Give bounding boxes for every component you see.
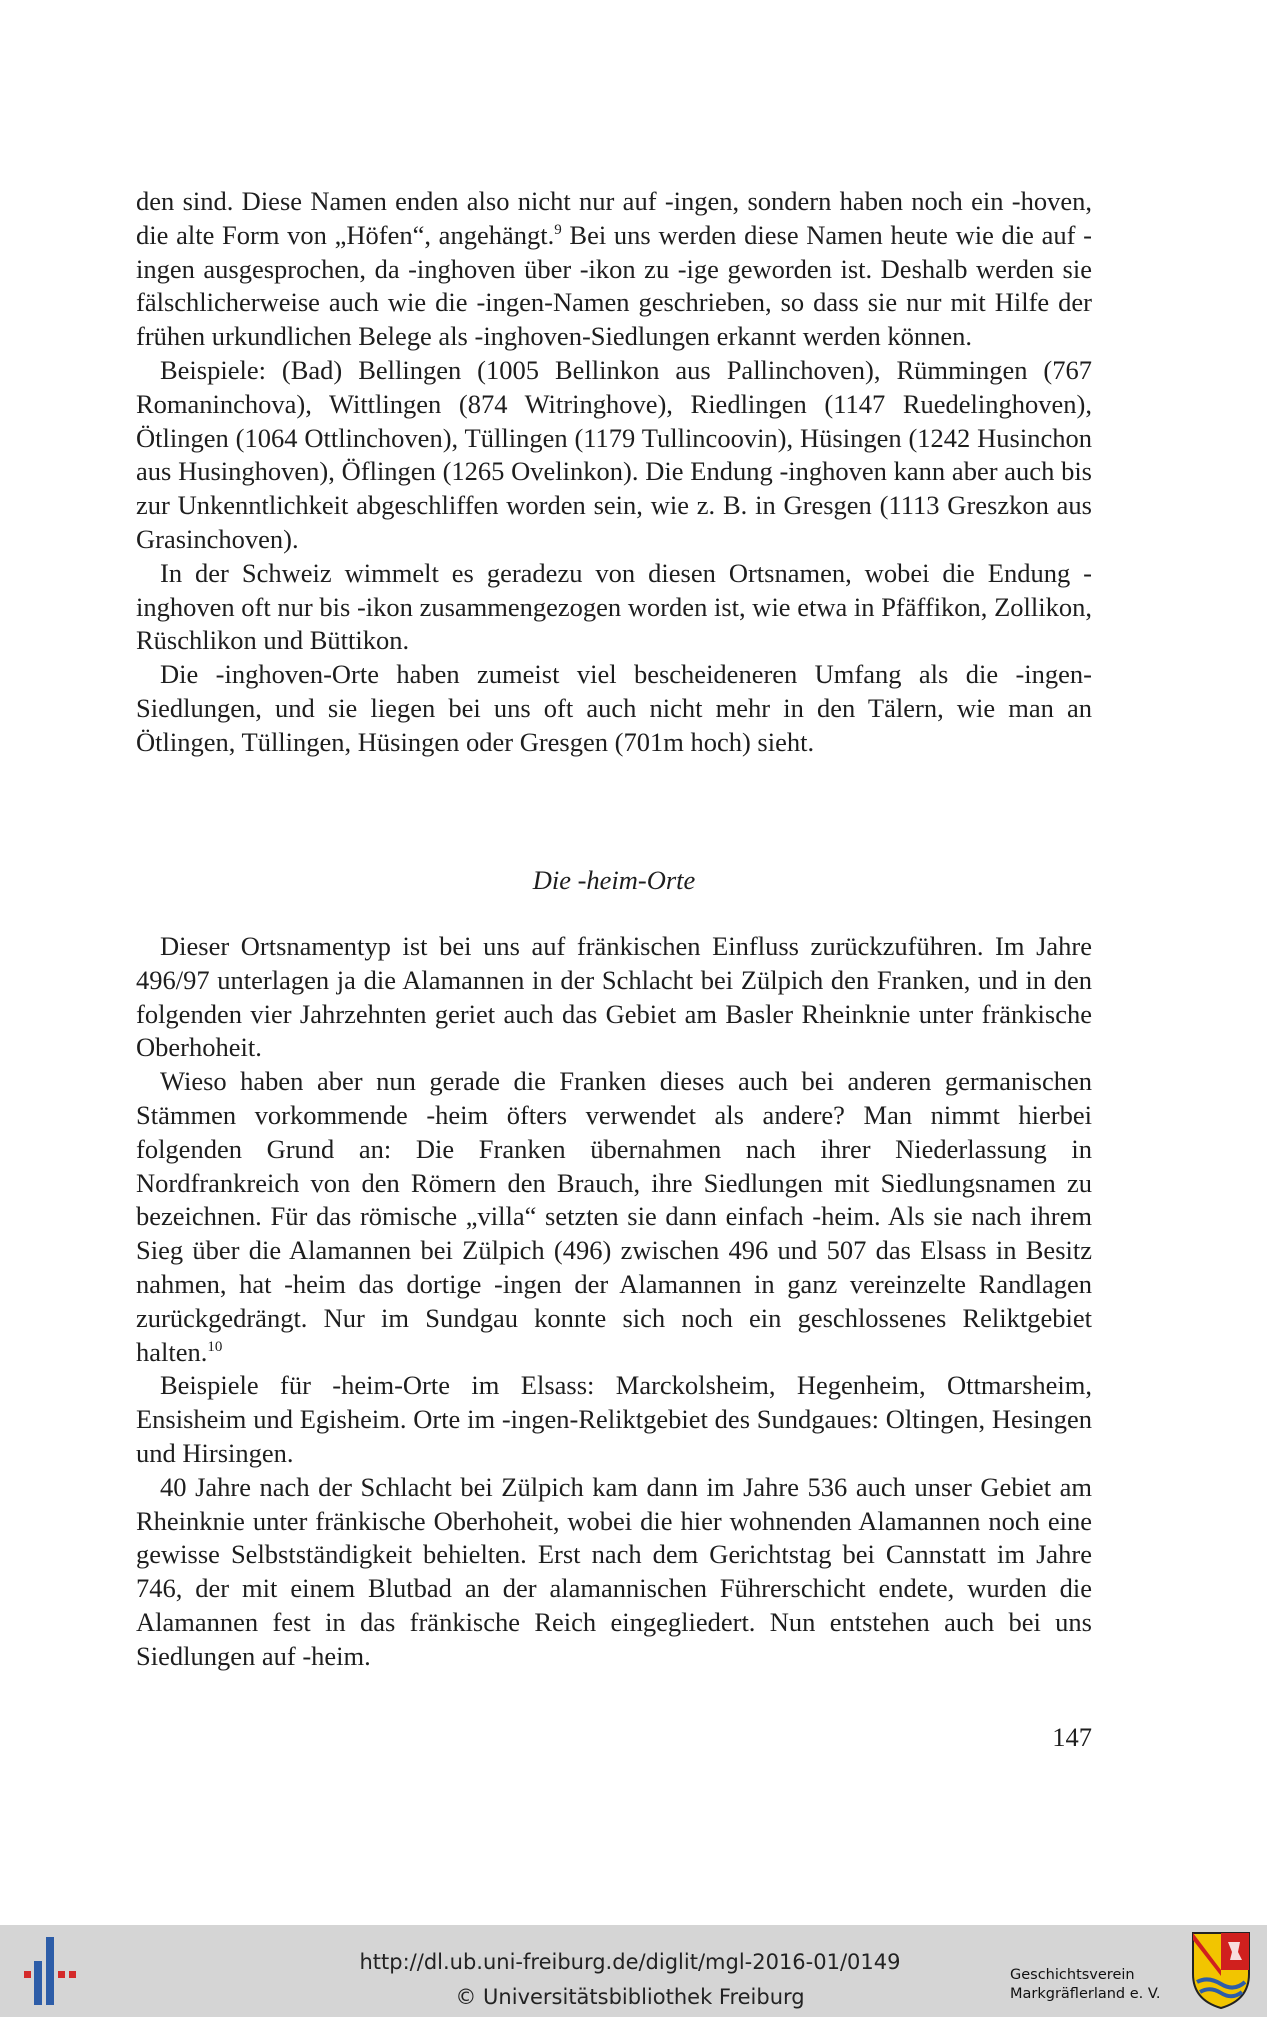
footnote-marker: 9 bbox=[554, 221, 562, 238]
paragraph: Beispiele: (Bad) Bellingen (1005 Bellinkon aus Pallinchoven), Rümmingen (767 Romaninchova), Wittlingen (874 Witringhove), Riedlingen (1147 Ruedelinghoven), Ötlingen (1064 Ottlinchoven), Tüllingen (1179 Tullincoovin), Hüsingen (1242 Husinchon aus Husinghoven), Öflingen (1265 Ovelinkon). Die Endung -inghoven kann aber auch bis zur Unkenntlichkeit abgeschliffen worden sein, wie z. B. in Gresgen (1113 Greszkon aus Grasinchoven). bbox=[136, 354, 1092, 554]
source-url-link[interactable]: http://dl.ub.uni-freiburg.de/diglit/mgl-2016-01/0149 bbox=[359, 1950, 901, 1974]
coat-of-arms-icon bbox=[1190, 1930, 1252, 2010]
paragraph-text: Wieso haben aber nun gerade die Franken dieses auch bei anderen germanischen Stämmen vorkommende -heim öfters verwendet als andere? Man nimmt hierbei folgenden Grund an: Die Franken übernahmen nach ihrer Niederlassung in Nordfrankreich von den Römern den Brauch, ihre Siedlungen mit Siedlungsnamen zu bezeichnen. Für das römische „villa“ setzten sie dann einfach -heim. Als sie nach ihrem Sieg über die Alamannen bei Zülpich (496) zwischen 496 und 507 das Elsass in Besitz nahmen, hat -heim das dortige -ingen der Alamannen in ganz vereinzelte Randlagen zurückgedrängt. Nur im Sundgau konnte sich noch ein geschlossenes Reliktgebiet halten. bbox=[136, 1066, 1092, 1367]
footnote-marker: 10 bbox=[207, 1338, 223, 1355]
page-number: 147 bbox=[1052, 1722, 1092, 1752]
paragraph: In der Schweiz wimmelt es geradezu von diesen Ortsnamen, wobei die Endung -inghoven oft nur bis -ikon zusammengezogen worden ist, wie etwa in Pfäffikon, Zollikon, Rüschlikon und Büttikon. bbox=[136, 557, 1092, 656]
paragraph-text: Bei uns werden diese Namen heute wie die auf -ingen ausgesprochen, da -inghoven über -ikon zu -ige geworden ist. Deshalb werden sie fälschlicherweise auch wie die -ingen-Namen geschrieben, so dass sie nur mit Hilfe der frühen urkundlichen Belege als -inghoven-Siedlungen erkannt werden können. bbox=[136, 219, 1092, 352]
paragraph: Die -inghoven-Orte haben zumeist viel bescheideneren Umfang als die -ingen-Siedlungen, und sie liegen bei uns oft auch nicht mehr in den Tälern, wie man an Ötlingen, Tüllingen, Hüsingen oder Gresgen (701m hoch) sieht. bbox=[136, 659, 1092, 757]
paragraph: Dieser Ortsnamentyp ist bei uns auf fränkischen Einfluss zurückzuführen. Im Jahre 496/97 unterlagen ja die Alamannen in der Schlacht bei Zülpich den Franken, und in den folgenden vier Jahrzehnten geriet auch das Gebiet am Basler Rheinknie unter fränkische Oberhoheit. bbox=[136, 931, 1092, 1063]
society-name-line: Geschichtsverein bbox=[1010, 1967, 1135, 1983]
paragraph: 40 Jahre nach der Schlacht bei Zülpich kam dann im Jahre 536 auch unser Gebiet am Rheinknie unter fränkische Oberhoheit, wobei die hier wohnenden Alamannen noch eine gewisse Selbstständigkeit behielten. Erst nach dem Gerichtstag bei Cannstatt im Jahre 746, der mit einem Blutbad an der alamannischen Führerschicht endete, wurden die Alamannen fest in das fränkische Reich eingegliedert. Nun entstehen auch bei uns Siedlungen auf -heim. bbox=[136, 1471, 1092, 1671]
copyright-notice: © Universitätsbibliothek Freiburg bbox=[455, 1985, 805, 2009]
text-block-lower bbox=[136, 930, 1092, 1674]
paragraph-text: den sind. Diese Namen enden also nicht nur auf -ingen, sondern haben noch ein -hoven, die alte Form von „Höfen“, angehängt. bbox=[136, 186, 1092, 250]
paragraph: Beispiele für -heim-Orte im Elsass: Marckolsheim, Hegenheim, Ottmarsheim, Ensisheim und Egisheim. Orte im -ingen-Reliktgebiet des Sundgaues: Oltingen, Hesingen und Hirsingen. bbox=[136, 1370, 1092, 1468]
paragraph bbox=[136, 1065, 1092, 1369]
text-block-upper bbox=[136, 185, 1092, 760]
university-library-logo-icon bbox=[20, 1935, 80, 2007]
society-name bbox=[1010, 1966, 1185, 2004]
section-heading: Die -heim-Orte bbox=[532, 865, 696, 895]
paragraph bbox=[136, 185, 1092, 354]
society-name-line: Markgräflerland e. V. bbox=[1010, 1986, 1161, 2002]
